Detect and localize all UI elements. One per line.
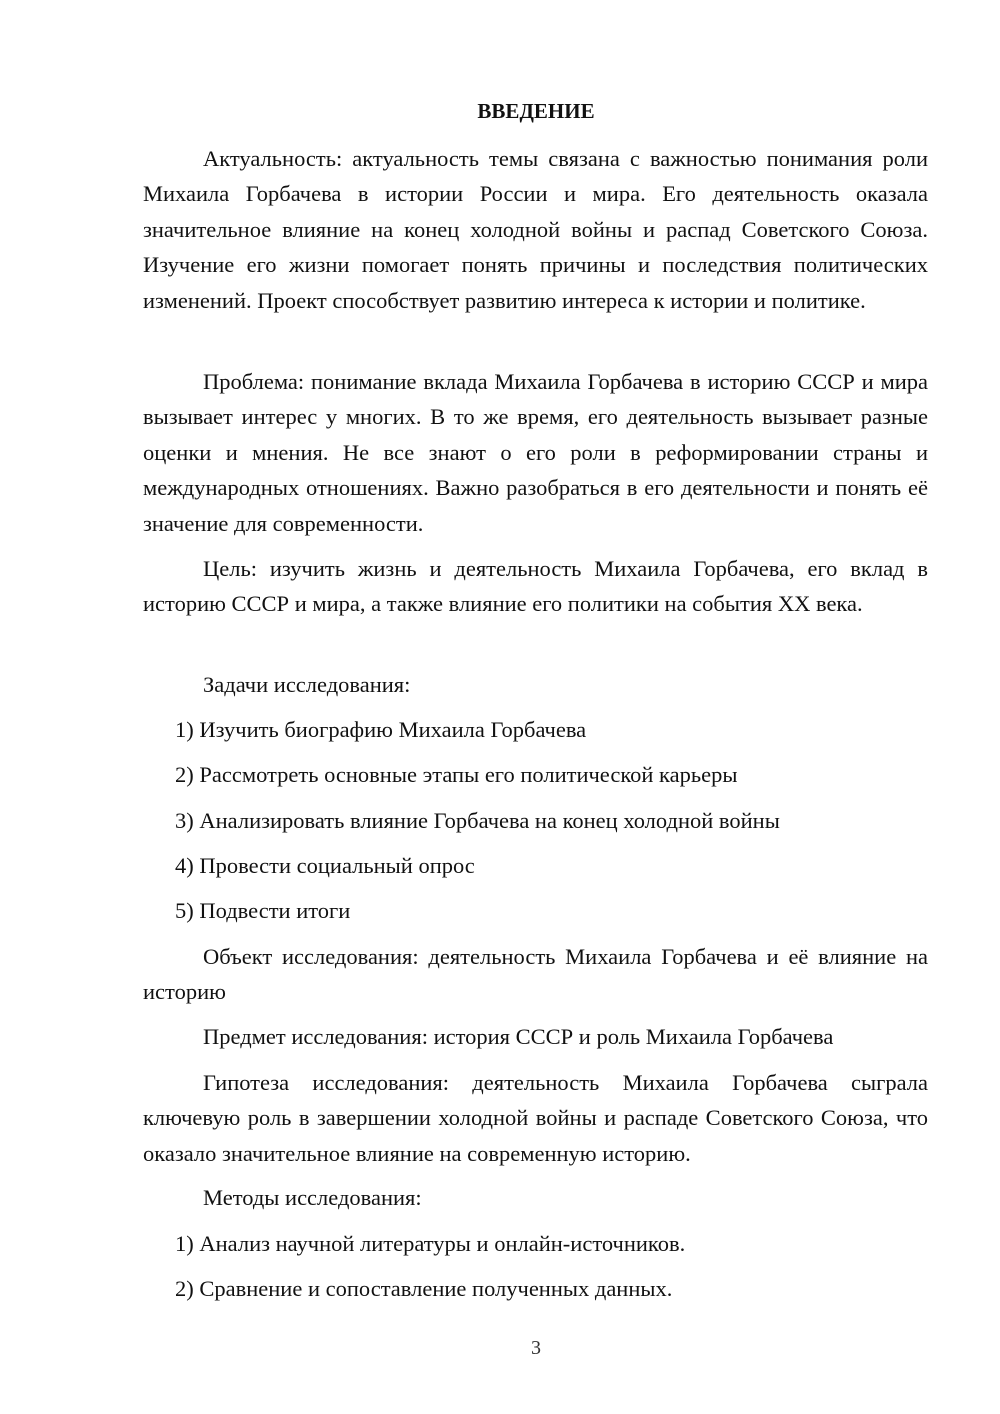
problem-paragraph: Проблема: понимание вклада Михаила Горбачева в историю СССР и мира вызывает интерес у многих. В то же время, его деятельность вызывает разные оценки и мнения. Не все знают о его роли в реформировании страны и международных отношениях. Важно разобраться в его деятельности и понять её значение для современности. bbox=[143, 369, 928, 536]
page-number: 3 bbox=[531, 1337, 541, 1359]
method-item: 1) Анализ научной литературы и онлайн-источников. bbox=[175, 1231, 686, 1256]
tasks-heading: Задачи исследования: bbox=[203, 672, 411, 697]
task-item: 1) Изучить биографию Михаила Горбачева bbox=[175, 717, 587, 742]
goal-paragraph: Цель: изучить жизнь и деятельность Михаила Горбачева, его вклад в историю СССР и мира, а также влияние его политики на события XX века. bbox=[143, 556, 928, 617]
task-item: 2) Рассмотреть основные этапы его политической карьеры bbox=[175, 762, 738, 787]
task-item: 5) Подвести итоги bbox=[175, 898, 351, 923]
subject-line: Предмет исследования: история СССР и роль Михаила Горбачева bbox=[203, 1024, 834, 1049]
method-item: 2) Сравнение и сопоставление полученных данных. bbox=[175, 1276, 673, 1301]
methods-heading: Методы исследования: bbox=[203, 1185, 422, 1210]
task-item: 4) Провести социальный опрос bbox=[175, 853, 475, 878]
hypothesis-paragraph: Гипотеза исследования: деятельность Михаила Горбачева сыграла ключевую роль в завершении холодной войны и распаде Советского Союза, что оказало значительное влияние на современную историю. bbox=[143, 1070, 928, 1166]
object-paragraph: Объект исследования: деятельность Михаила Горбачева и её влияние на историю bbox=[143, 944, 928, 1005]
actuality-paragraph: Актуальность: актуальность темы связана с важностью понимания роли Михаила Горбачева в истории России и мира. Его деятельность оказала значительное влияние на конец холодной войны и распад Советского Союза. Изучение его жизни помогает понять причины и последствия политических изменений. Проект способствует развитию интереса к истории и политике. bbox=[143, 146, 928, 313]
task-item: 3) Анализировать влияние Горбачева на конец холодной войны bbox=[175, 808, 780, 833]
page-title: ВВЕДЕНИЕ bbox=[477, 99, 595, 123]
